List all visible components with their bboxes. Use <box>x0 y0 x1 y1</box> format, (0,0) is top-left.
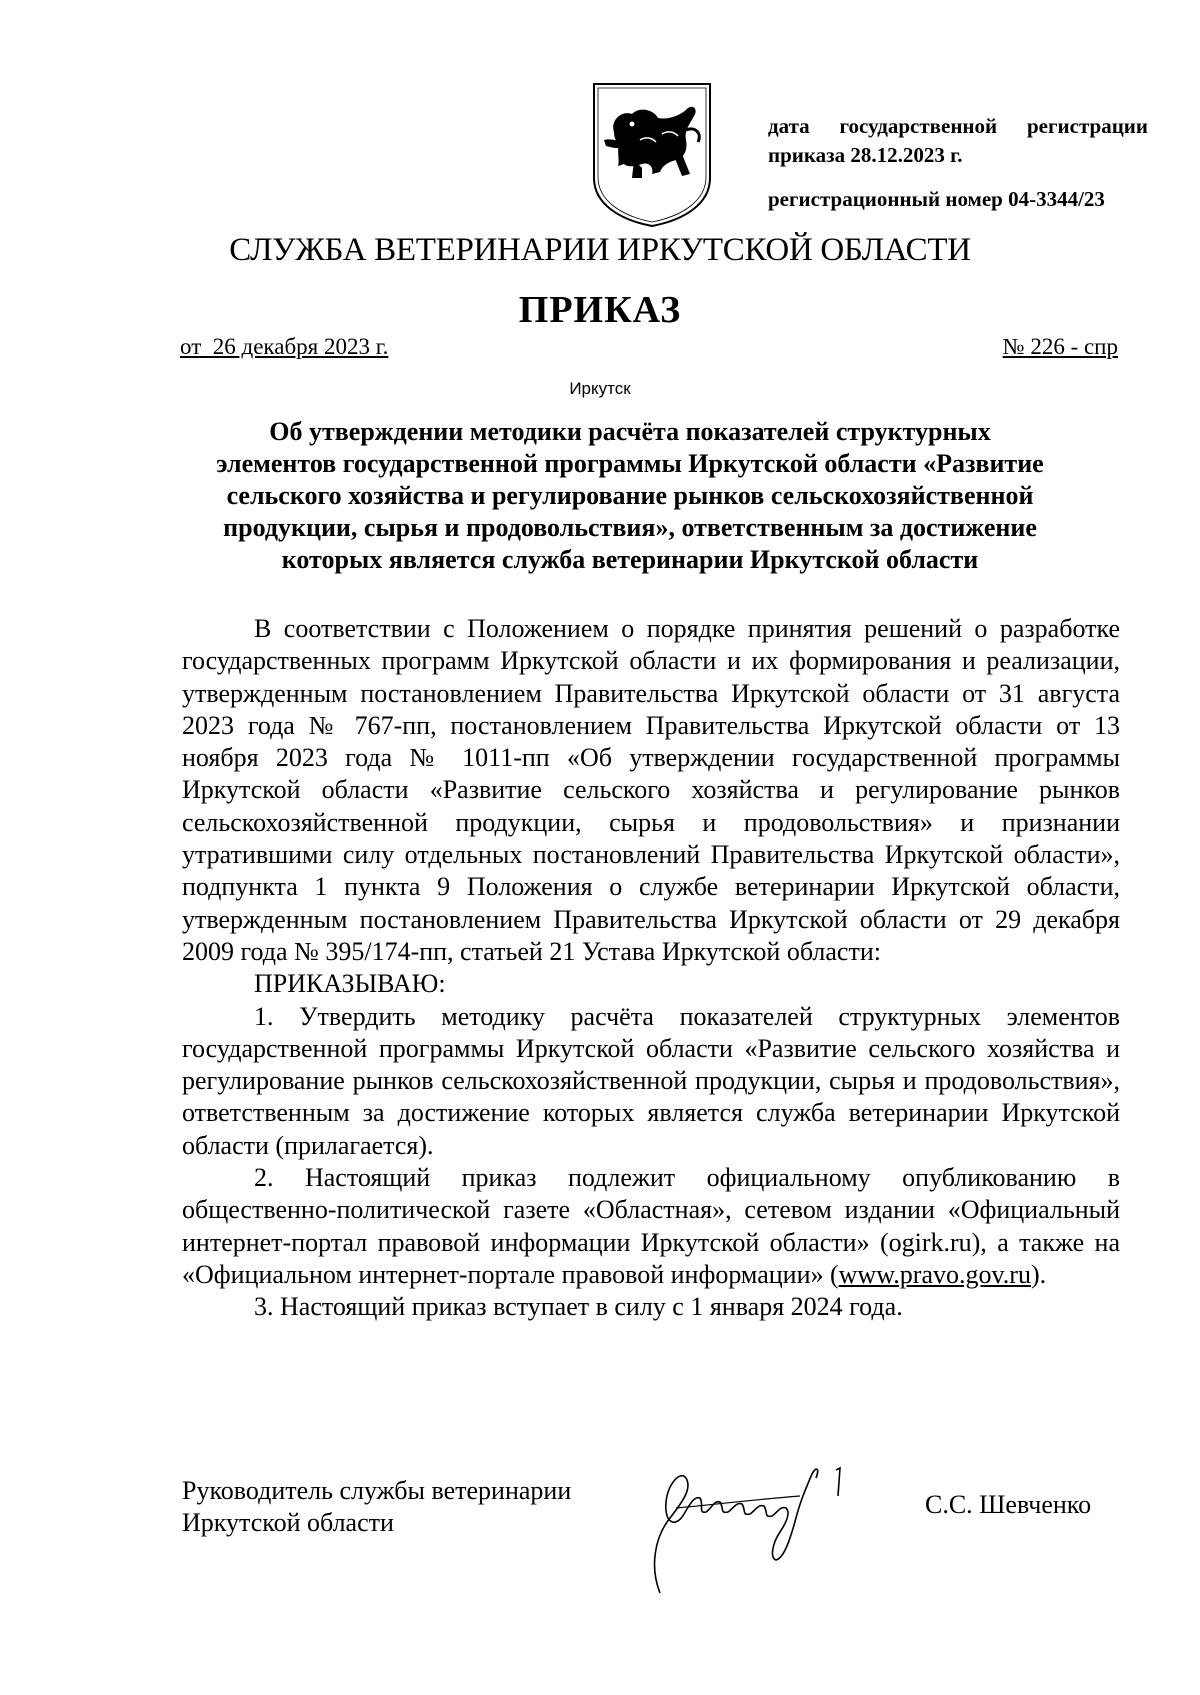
city-name: Иркутск <box>569 379 631 398</box>
order-item-2-end: ). <box>1030 1259 1047 1289</box>
signer-position-line-2: Иркутской области <box>182 1508 394 1537</box>
subject-line: которых является служба ветеринарии Иркутской области <box>281 545 979 574</box>
subject-line: Об утверждении методики расчёта показателей структурных <box>269 417 991 446</box>
order-subject <box>160 416 1100 576</box>
document-type-title: ПРИКАЗ <box>518 289 682 331</box>
registration-number: регистрационный номер 04-3344/23 <box>768 187 1105 211</box>
order-word: ПРИКАЗЫВАЮ: <box>254 969 446 999</box>
preamble-paragraph: В соответствии с Положением о порядке принятия решений о разработке государственных программ Иркутской области и их формирования и реализации, утвержденным постановлением Правительства Иркутской области от 31 августа 2023 года № 767-пп, постановлением Правительства Иркутской области от 13 ноября 2023 года № 1011-пп «Об утверждении государственной программы Иркутской области «Развитие сельского хозяйства и регулирование рынков сельскохозяйственной продукции, сырья и продовольствия» и признании утратившими силу отдельных постановлений Правительства Иркутской области», подпункта 1 пункта 9 Положения о службе ветеринарии Иркутской области, утвержденным постановлением Правительства Иркутской области от 29 декабря 2009 года № 395/174-пп, статьей 21 Устава Иркутской области: <box>182 614 1120 966</box>
order-date: от 26 декабря 2023 г. <box>180 334 389 359</box>
subject-line: элементов государственной программы Иркутской области «Развитие <box>216 449 1044 478</box>
registration-line-1: дата государственной регистрации <box>768 114 1148 138</box>
subject-line: сельского хозяйства и регулирование рынков сельскохозяйственной <box>226 481 1034 510</box>
order-body <box>182 613 1120 1324</box>
registration-info <box>768 112 1148 214</box>
order-item-2-text: 2. Настоящий приказ подлежит официальному опубликованию в общественно-политической газете «Областная», сетевом издании «Официальный интернет-портал правовой информации Иркутской области» (ogirk.ru), а также на «Официальном интернет-портале правовой информации» ( <box>182 1163 1120 1289</box>
order-number: № 226 - спр <box>1002 334 1118 359</box>
signer-position <box>182 1475 571 1539</box>
registration-date: приказа 28.12.2023 г. <box>768 143 963 167</box>
signer-position-line-1: Руководитель службы ветеринарии <box>182 1476 572 1505</box>
order-item-2 <box>182 1162 1120 1291</box>
pravo-gov-link[interactable]: www.pravo.gov.ru <box>838 1259 1031 1289</box>
handwritten-signature <box>640 1448 900 1598</box>
organization-name: СЛУЖБА ВЕТЕРИНАРИИ ИРКУТСКОЙ ОБЛАСТИ <box>229 232 971 268</box>
coat-of-arms-emblem <box>588 80 716 228</box>
subject-line: продукции, сырья и продовольствия», ответственным за достижение <box>223 513 1037 542</box>
signer-name: С.С. Шевченко <box>925 1490 1092 1519</box>
order-item-3: 3. Настоящий приказ вступает в силу с 1 января 2024 года. <box>254 1292 903 1322</box>
order-item-1: 1. Утвердить методику расчёта показателей структурных элементов государственной программы Иркутской области «Развитие сельского хозяйства и регулирование рынков сельскохозяйственной продукции, сырья и продовольствия», ответственным за достижение которых является служба ветеринарии Иркутской области (прилагается). <box>182 1001 1120 1160</box>
